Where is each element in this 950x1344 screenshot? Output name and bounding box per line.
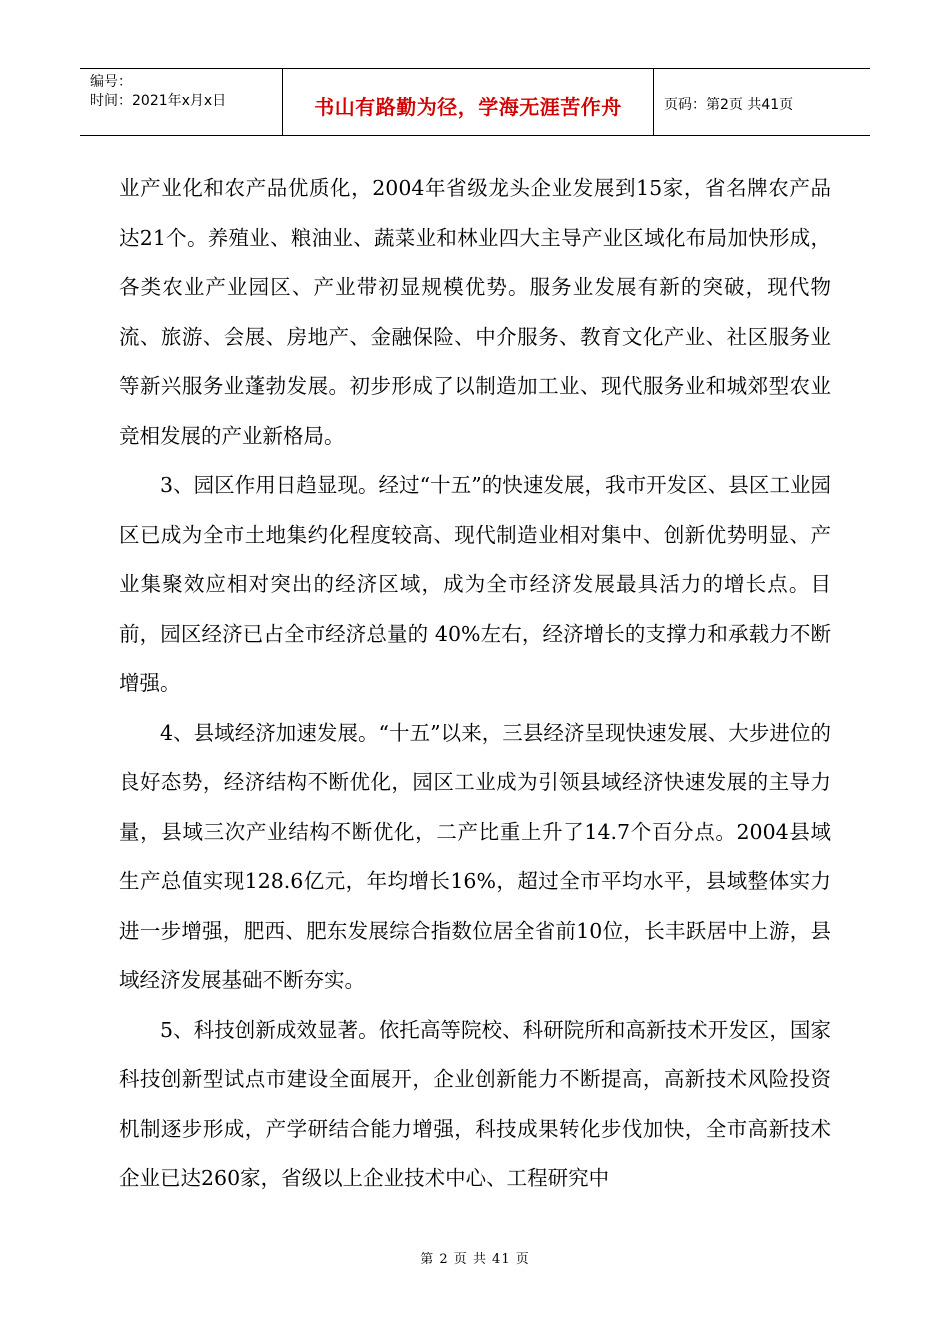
document-time-label: 时间：2021年x月x日 [90, 93, 227, 109]
header-motto-cell [282, 69, 654, 135]
paragraph-park-role: 3、园区作用日趋显现。经过“十五”的快速发展，我市开发区、县区工业园区已成为全市土地集约化程度较高、现代制造业相对集中、创新优势明显、产业集聚效应相对突出的经济区域，成为全市经济发展最具活力的增长点。目前，园区经济已占全市经济总量的 40%左右，经济增长的支撑力和承载力不断增强。 [119, 473, 831, 695]
page-header [80, 68, 870, 136]
document-body [119, 164, 831, 1204]
paragraph-county-economy: 4、县域经济加速发展。“十五”以来，三县经济呈现快速发展、大步进位的良好态势，经济结构不断优化，园区工业成为引领县域经济快速发展的主导力量，县域三次产业结构不断优化，二产比重上升了14.7个百分点。2004县域生产总值实现128.6亿元，年均增长16%，超过全市平均水平，县域整体实力进一步增强，肥西、肥东发展综合指数位居全省前10位，长丰跃居中上游，县域经济发展基础不断夯实。 [119, 720, 831, 992]
header-motto: 书山有路勤为径，学海无涯苦作舟 [314, 94, 622, 119]
header-meta [80, 69, 282, 135]
paragraph-tech-innovation: 5、科技创新成效显著。依托高等院校、科研院所和高新技术开发区，国家科技创新型试点市建设全面展开，企业创新能力不断提高，高新技术风险投资机制逐步形成，产学研结合能力增强，科技成果转化步伐加快，全市高新技术企业已达260家，省级以上企业技术中心、工程研究中 [119, 1017, 831, 1190]
page-footer: 第 2 页 共 41 页 [420, 1252, 530, 1267]
header-page-info: 页码：第2页 共41页 [664, 97, 794, 113]
document-number-label: 编号： [90, 74, 132, 90]
header-page-info-cell [654, 69, 870, 135]
paragraph-continuation: 业产业化和农产品优质化，2004年省级龙头企业发展到15家，省名牌农产品达21个。养殖业、粮油业、蔬菜业和林业四大主导产业区域化布局加快形成，各类农业产业园区、产业带初显规模优势。服务业发展有新的突破，现代物流、旅游、会展、房地产、金融保险、中介服务、教育文化产业、社区服务业等新兴服务业蓬勃发展。初步形成了以制造加工业、现代服务业和城郊型农业竞相发展的产业新格局。 [119, 176, 831, 448]
